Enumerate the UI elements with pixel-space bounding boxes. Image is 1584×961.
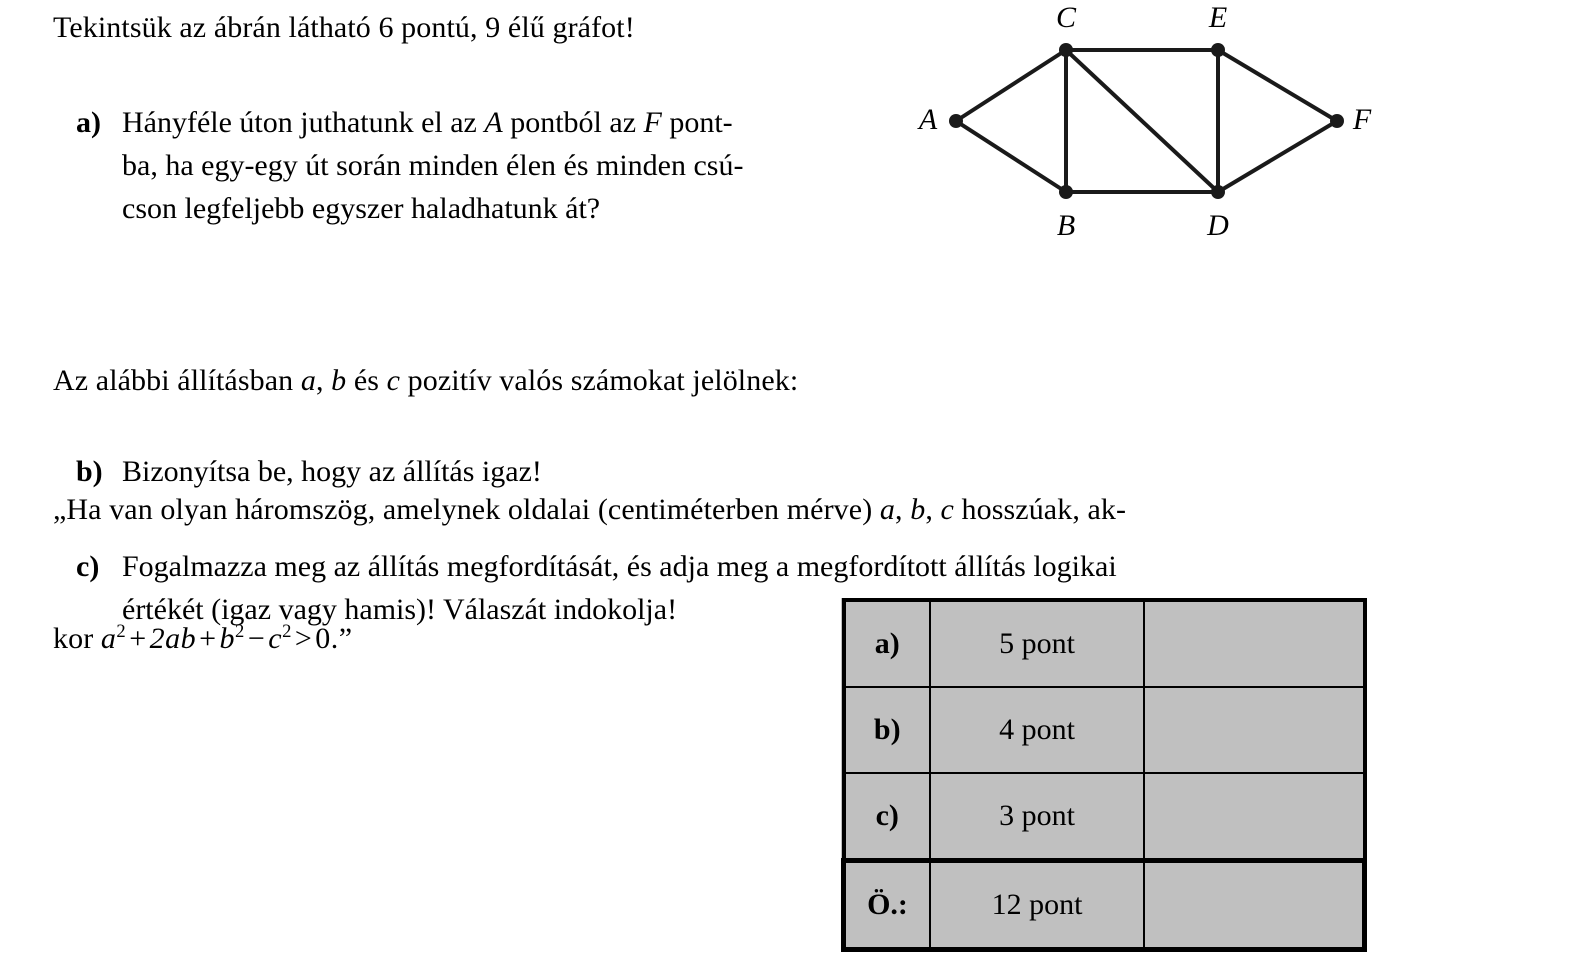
formula-exp-2: 2 [235, 621, 245, 642]
graph-node-b [1059, 185, 1073, 199]
intro-paragraph: Tekintsük az ábrán látható 6 pontú, 9 élű gráfot! [53, 11, 635, 44]
graph-label-c: C [1055, 0, 1077, 34]
var-a: a [300, 364, 316, 397]
score-table [841, 598, 1367, 952]
formula-minus: − [247, 622, 266, 655]
score-row-label: b) [844, 687, 930, 773]
statement-sep-1: , [315, 364, 332, 397]
formula-plus-2: + [199, 622, 217, 655]
graph-edge-ef [1218, 50, 1337, 121]
score-row-points: 4 pont [930, 687, 1144, 773]
statement-sep-2: és [346, 364, 387, 397]
var-c: c [386, 364, 401, 397]
item-b-marker: b) [76, 455, 103, 488]
graph-node-d [1211, 185, 1225, 199]
formula-end-quote: .” [330, 622, 353, 655]
score-table-row [844, 773, 1365, 861]
formula-lead: kor [53, 622, 101, 655]
graph-label-a: A [918, 102, 938, 136]
formula-b: b [219, 622, 236, 655]
score-row-awarded[interactable] [1144, 600, 1364, 687]
item-a-marker: a) [76, 106, 101, 139]
item-a-line1-mid: pontból az [502, 106, 644, 139]
formula-c: c [268, 622, 283, 655]
score-row-points: 5 pont [930, 600, 1144, 687]
score-total-awarded[interactable] [1144, 861, 1364, 950]
statement-lead-after: pozitív valós számokat jelölnek: [400, 364, 799, 397]
formula-a: a [100, 622, 117, 655]
score-row-label: c) [844, 773, 930, 861]
graph-label-b: B [1056, 208, 1076, 242]
score-table-row [844, 687, 1365, 773]
item-a-text [122, 101, 906, 230]
score-row-awarded[interactable] [1144, 687, 1364, 773]
item-c-marker: c) [76, 550, 100, 583]
item-b-text: Bizonyítsa be, hogy az állítás igaz! [122, 455, 542, 488]
score-total-row [844, 861, 1365, 950]
graph-node-f [1330, 114, 1344, 128]
score-total-points: 12 pont [930, 861, 1144, 950]
quote-line [53, 488, 1373, 531]
item-b [76, 450, 906, 493]
score-row-points: 3 pont [930, 773, 1144, 861]
quote-after: hosszúak, ak- [953, 493, 1127, 526]
graph-edge-ac [956, 50, 1066, 121]
score-table-row [844, 600, 1365, 687]
formula-2ab: 2ab [149, 622, 197, 655]
statement-lead-before: Az alábbi állításban [53, 364, 301, 397]
quote-before: „Ha van olyan háromszög, amelynek oldalai (centiméterben mérve) [53, 493, 880, 526]
item-a [76, 101, 906, 230]
var-b: b [331, 364, 347, 397]
item-a-line3: cson legfeljebb egyszer haladhatunk át? [122, 192, 601, 225]
graph-label-d: D [1207, 208, 1229, 242]
quote-var-c: c [940, 493, 954, 526]
item-a-line1-pre: Hányféle úton juthatunk el az [122, 106, 485, 139]
score-total-label: Ö.: [844, 861, 930, 950]
formula-plus-1: + [129, 622, 147, 655]
graph-node-a [949, 114, 963, 128]
formula-exp-3: 2 [282, 621, 292, 642]
item-a-line1-post: pont- [661, 106, 733, 139]
item-a-node-a: A [484, 106, 503, 139]
statement-lead-line [53, 359, 1373, 402]
score-row-label: a) [844, 600, 930, 687]
quote-sep-2: , [925, 493, 941, 526]
graph-label-e: E [1208, 0, 1228, 34]
item-c-line2: értékét (igaz vagy hamis)! Válaszát indokolja! [122, 593, 678, 626]
graph-edge-df [1218, 121, 1337, 192]
item-a-line2: ba, ha egy-egy út során minden élen és minden csú- [122, 149, 744, 182]
graph-edge-cd [1066, 50, 1218, 192]
quote-var-a: a [879, 493, 895, 526]
score-row-awarded[interactable] [1144, 773, 1364, 861]
item-c-line1: Fogalmazza meg az állítás megfordítását, és adja meg a megfordított állítás logikai [122, 550, 1117, 583]
formula-zero: 0 [315, 622, 331, 655]
graph-label-f: F [1352, 102, 1372, 136]
graph-node-e [1211, 43, 1225, 57]
formula-exp-1: 2 [116, 621, 127, 642]
graph-figure [900, 0, 1380, 250]
graph-svg [900, 0, 1380, 250]
quote-sep-1: , [895, 493, 911, 526]
formula-greater-than: > [294, 622, 313, 655]
quote-var-b: b [910, 493, 926, 526]
item-a-node-f: F [643, 106, 662, 139]
graph-edge-ab [956, 121, 1066, 192]
graph-node-c [1059, 43, 1073, 57]
